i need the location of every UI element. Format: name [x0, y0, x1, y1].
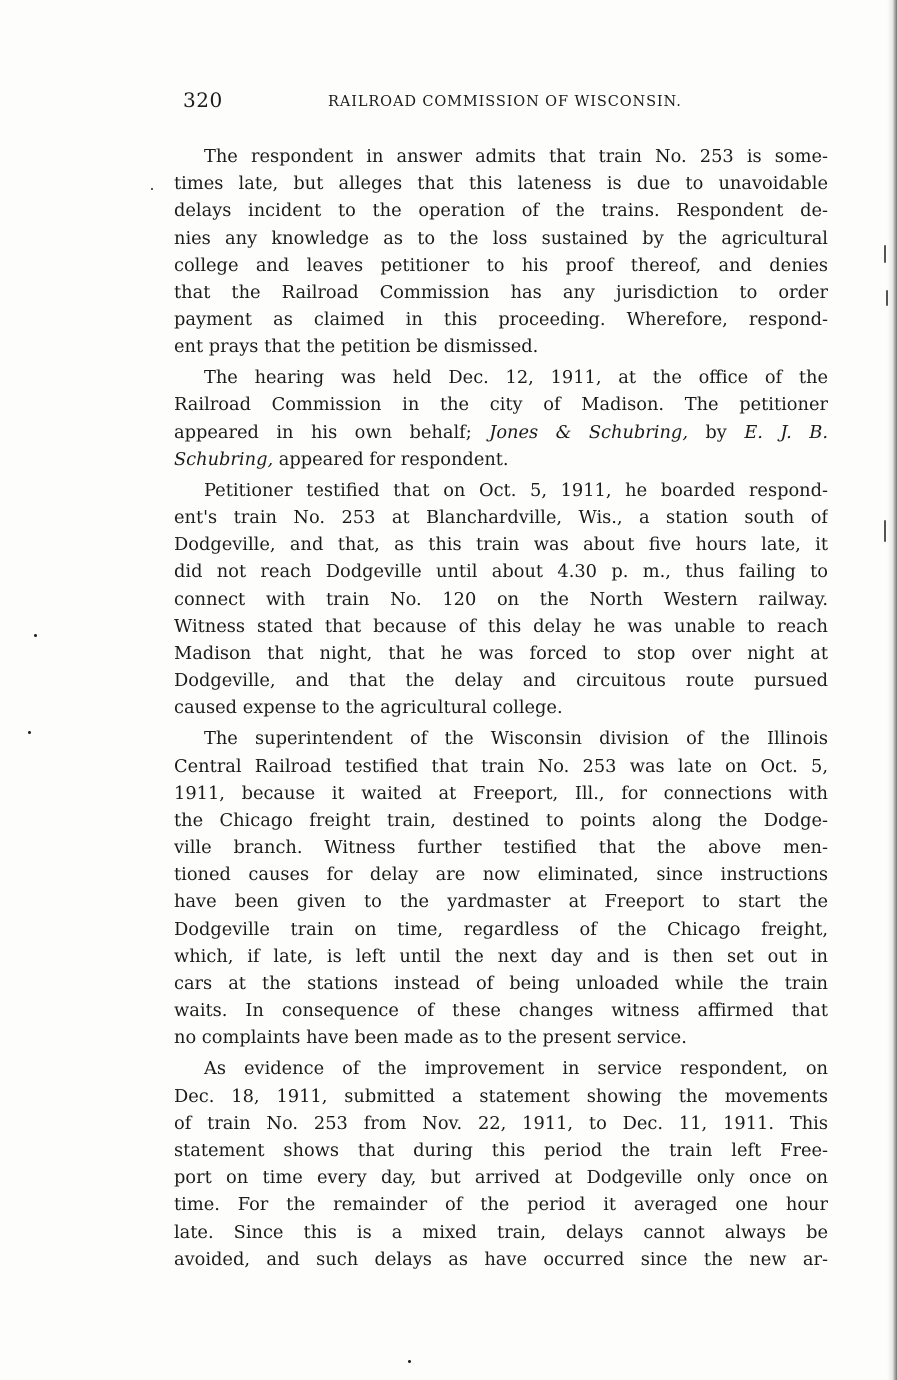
text-line: The respondent in answer admits that train No. 253 is some- [204, 146, 828, 167]
text-line: ville branch. Witness further testified that the above men- [174, 837, 828, 859]
running-head: RAILROAD COMMISSION OF WISCONSIN. [328, 94, 682, 110]
binding-shadow [887, 0, 897, 1380]
text-line: Petitioner testified that on Oct. 5, 1911, he boarded respond- [204, 479, 828, 501]
counsel-initials: E. J. B. [744, 421, 828, 443]
text-line: times late, but alleges that this lateness is due to unavoidable [174, 173, 828, 195]
paragraph-hearing [174, 364, 828, 473]
text-line: Madison that night, that he was forced to stop over night at [174, 642, 828, 664]
text-line: connect with train No. 120 on the North Western railway. [174, 588, 828, 610]
paragraph-improvement-evidence [174, 1055, 828, 1273]
text-line: which, if late, is left until the next day and is then set out in [174, 945, 828, 967]
text-line: avoided, and such delays as have occurred since the new ar- [174, 1248, 828, 1270]
text-line: Railroad Commission in the city of Madison. The petitioner [174, 394, 828, 416]
scan-speck [151, 188, 153, 190]
text-line: college and leaves petitioner to his proof thereof, and denies [174, 254, 828, 276]
text-line: statement shows that during this period the train left Free- [174, 1139, 828, 1161]
text-line: have been given to the yardmaster at Freeport to start the [174, 891, 828, 913]
counsel-name: Jones & Schubring, [489, 421, 688, 443]
text-line: As evidence of the improvement in service respondent, on [204, 1058, 828, 1080]
text-line: the Chicago freight train, destined to points along the Dodge- [174, 809, 828, 831]
text-line: late. Since this is a mixed train, delays cannot always be [174, 1221, 828, 1243]
text-run: by [687, 421, 745, 443]
text-line: 1911, because it waited at Freeport, Ill., for connections with [174, 782, 828, 804]
text-line: Witness stated that because of this delay he was unable to reach [174, 615, 828, 637]
scan-speck [28, 731, 31, 734]
scan-speck [408, 1360, 411, 1363]
text-line: Central Railroad testified that train No. 253 was late on Oct. 5, [174, 755, 828, 777]
scan-speck [884, 520, 886, 542]
page-header [183, 88, 703, 116]
text-line: caused expense to the agricultural college. [174, 697, 563, 719]
text-line: ent's train No. 253 at Blanchardville, Wis., a station south of [174, 507, 828, 529]
text-line: Dodgeville, and that, as this train was about five hours late, it [174, 534, 828, 556]
text-line: no complaints have been made as to the present service. [174, 1027, 687, 1049]
text-line: Dec. 18, 1911, submitted a statement showing the movements [174, 1085, 828, 1107]
text-line: port on time every day, but arrived at Dodgeville only once on [174, 1167, 828, 1189]
counsel-surname: Schubring, [174, 448, 274, 470]
text-line [174, 446, 828, 473]
text-line: time. For the remainder of the period it averaged one hour [174, 1194, 828, 1216]
text-run: appeared in his own behalf; [174, 421, 490, 443]
paragraph-superintendent-testimony [174, 725, 828, 1051]
text-run: appeared for respondent. [273, 448, 509, 470]
text-line: cars at the stations instead of being unloaded while the train [174, 973, 828, 995]
text-line: payment as claimed in this proceeding. Wherefore, respond- [174, 309, 828, 331]
text-line: nies any knowledge as to the loss sustained by the agricultural [174, 227, 828, 249]
text-line: that the Railroad Commission has any jurisdiction to order [174, 281, 828, 303]
text-line: The superintendent of the Wisconsin division of the Illinois [204, 728, 828, 750]
scan-speck [34, 634, 37, 637]
text-line: tioned causes for delay are now eliminated, since instructions [174, 864, 828, 886]
text-line: Dodgeville, and that the delay and circuitous route pursued [174, 670, 828, 692]
text-line [174, 419, 828, 446]
text-line: ent prays that the petition be dismissed. [174, 336, 539, 358]
text-line: Dodgeville train on time, regardless of the Chicago freight, [174, 918, 828, 940]
text-line: waits. In consequence of these changes witness affirmed that [174, 1000, 828, 1022]
text-line: delays incident to the operation of the trains. Respondent de- [174, 200, 828, 222]
text-line: of train No. 253 from Nov. 22, 1911, to Dec. 11, 1911. This [174, 1112, 828, 1134]
body-text [174, 143, 828, 1273]
scan-speck [884, 245, 886, 263]
paragraph-petitioner-testimony [174, 477, 828, 722]
text-line: did not reach Dodgeville until about 4.30 p. m., thus failing to [174, 561, 828, 583]
paragraph-respondent-answer [174, 143, 828, 361]
text-line: The hearing was held Dec. 12, 1911, at the office of the [204, 367, 828, 389]
page-number: 320 [183, 88, 223, 112]
